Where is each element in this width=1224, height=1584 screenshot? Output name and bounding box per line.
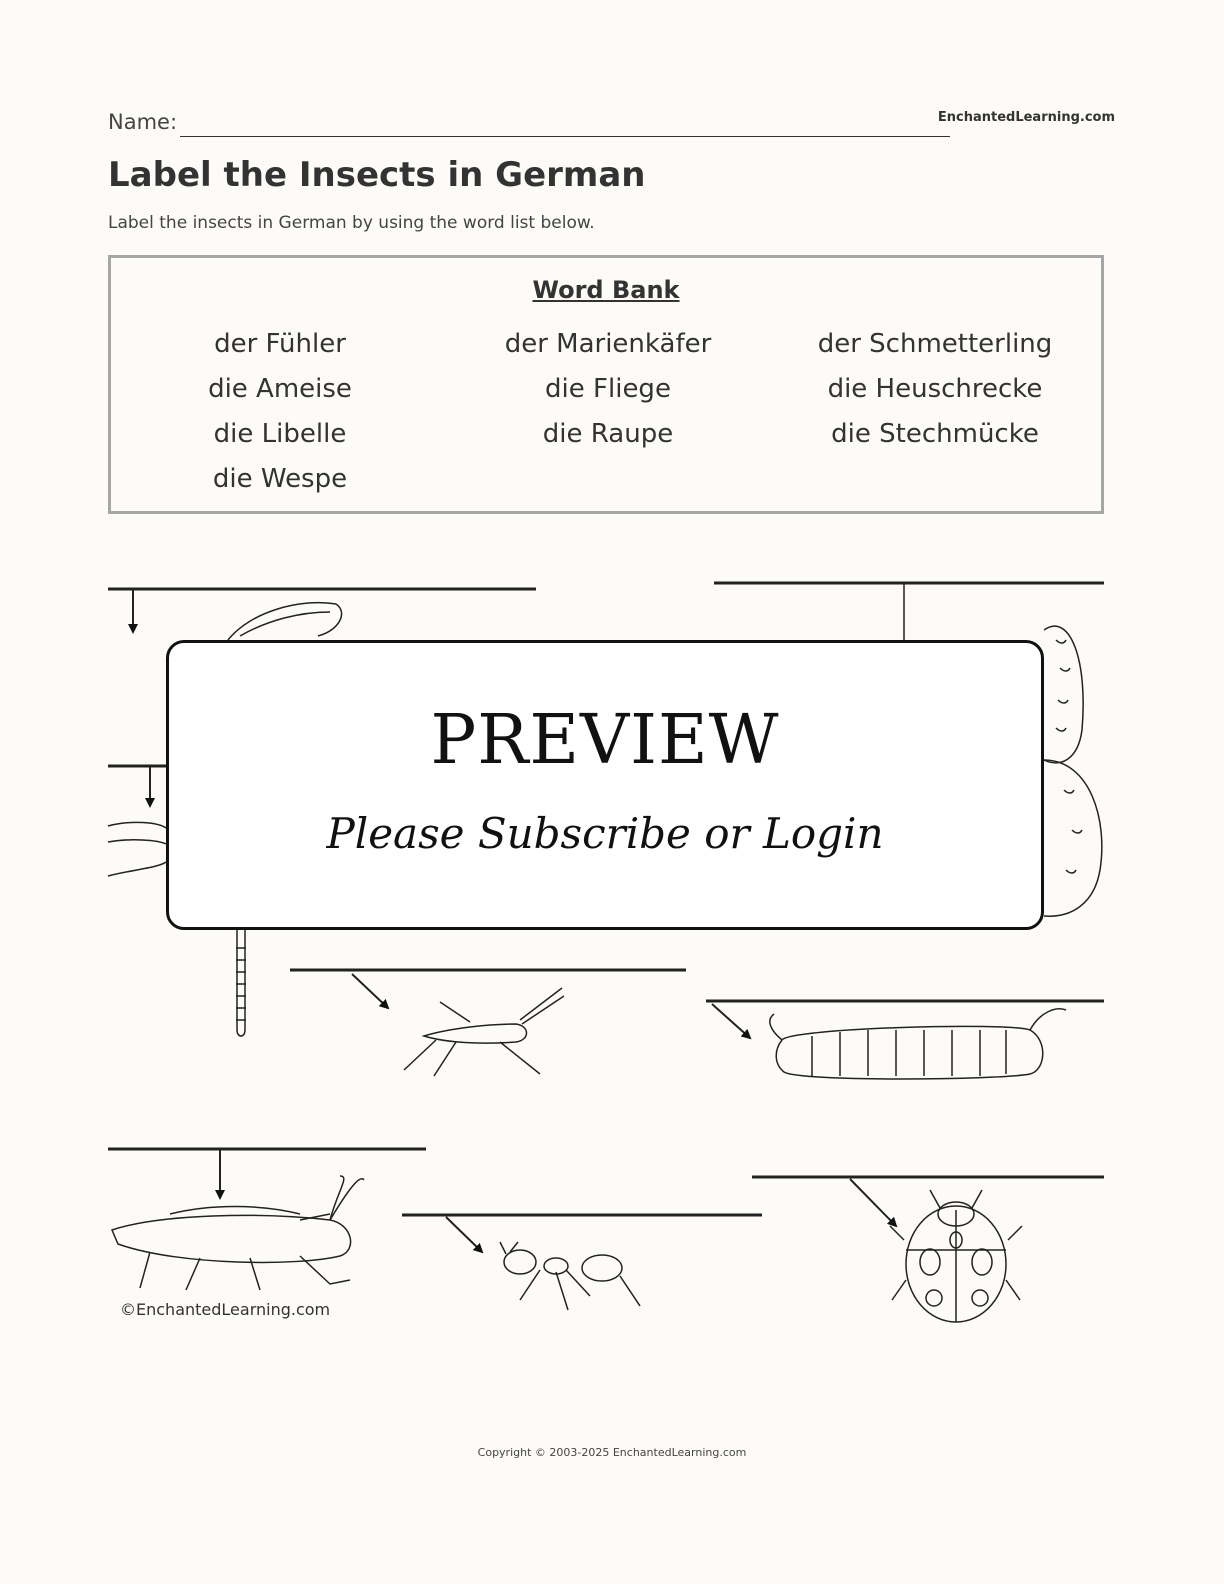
- word-bank-word: der Marienkäfer: [504, 329, 712, 359]
- word-bank-word: die Stechmücke: [831, 419, 1039, 449]
- word-bank-word: der Fühler: [214, 329, 346, 359]
- preview-overlay[interactable]: [166, 640, 1044, 930]
- word-bank-word: die Libelle: [213, 419, 347, 449]
- answer-line-2[interactable]: [714, 583, 1104, 640]
- preview-title: PREVIEW: [430, 701, 780, 780]
- ant-drawing: [500, 1242, 640, 1310]
- image-credit: ©EnchantedLearning.com: [120, 1300, 331, 1319]
- answer-line-6[interactable]: [108, 1149, 426, 1198]
- name-label: Name:: [108, 110, 178, 134]
- word-bank-word: die Raupe: [542, 419, 674, 449]
- answer-line-8[interactable]: [752, 1177, 1104, 1226]
- mosquito-drawing: [404, 988, 564, 1076]
- butterfly-drawing: [1044, 626, 1102, 916]
- word-bank-word: die Heuschrecke: [827, 374, 1043, 404]
- answer-line-7[interactable]: [402, 1215, 762, 1252]
- answer-line-3[interactable]: [108, 766, 166, 806]
- caterpillar-drawing: [770, 1009, 1066, 1079]
- answer-line-1[interactable]: [108, 589, 536, 632]
- word-bank-word: die Wespe: [212, 464, 348, 494]
- word-bank-word: der Schmetterling: [817, 329, 1053, 359]
- grasshopper-drawing: [112, 1176, 364, 1290]
- word-bank-word: die Fliege: [545, 374, 671, 404]
- copyright-footer: Copyright © 2003-2025 EnchantedLearning.com: [477, 1446, 747, 1459]
- page-title: Label the Insects in German: [108, 155, 646, 195]
- word-bank-title: Word Bank: [532, 276, 680, 304]
- answer-line-5[interactable]: [706, 1001, 1104, 1038]
- site-brand[interactable]: EnchantedLearning.com: [937, 110, 1115, 125]
- answer-line-4[interactable]: [290, 970, 686, 1008]
- word-bank-word: die Ameise: [208, 374, 352, 404]
- instructions: Label the insects in German by using the word list below.: [108, 213, 595, 233]
- subscribe-login-prompt[interactable]: Please Subscribe or Login: [326, 809, 884, 858]
- ladybug-drawing: [890, 1190, 1022, 1322]
